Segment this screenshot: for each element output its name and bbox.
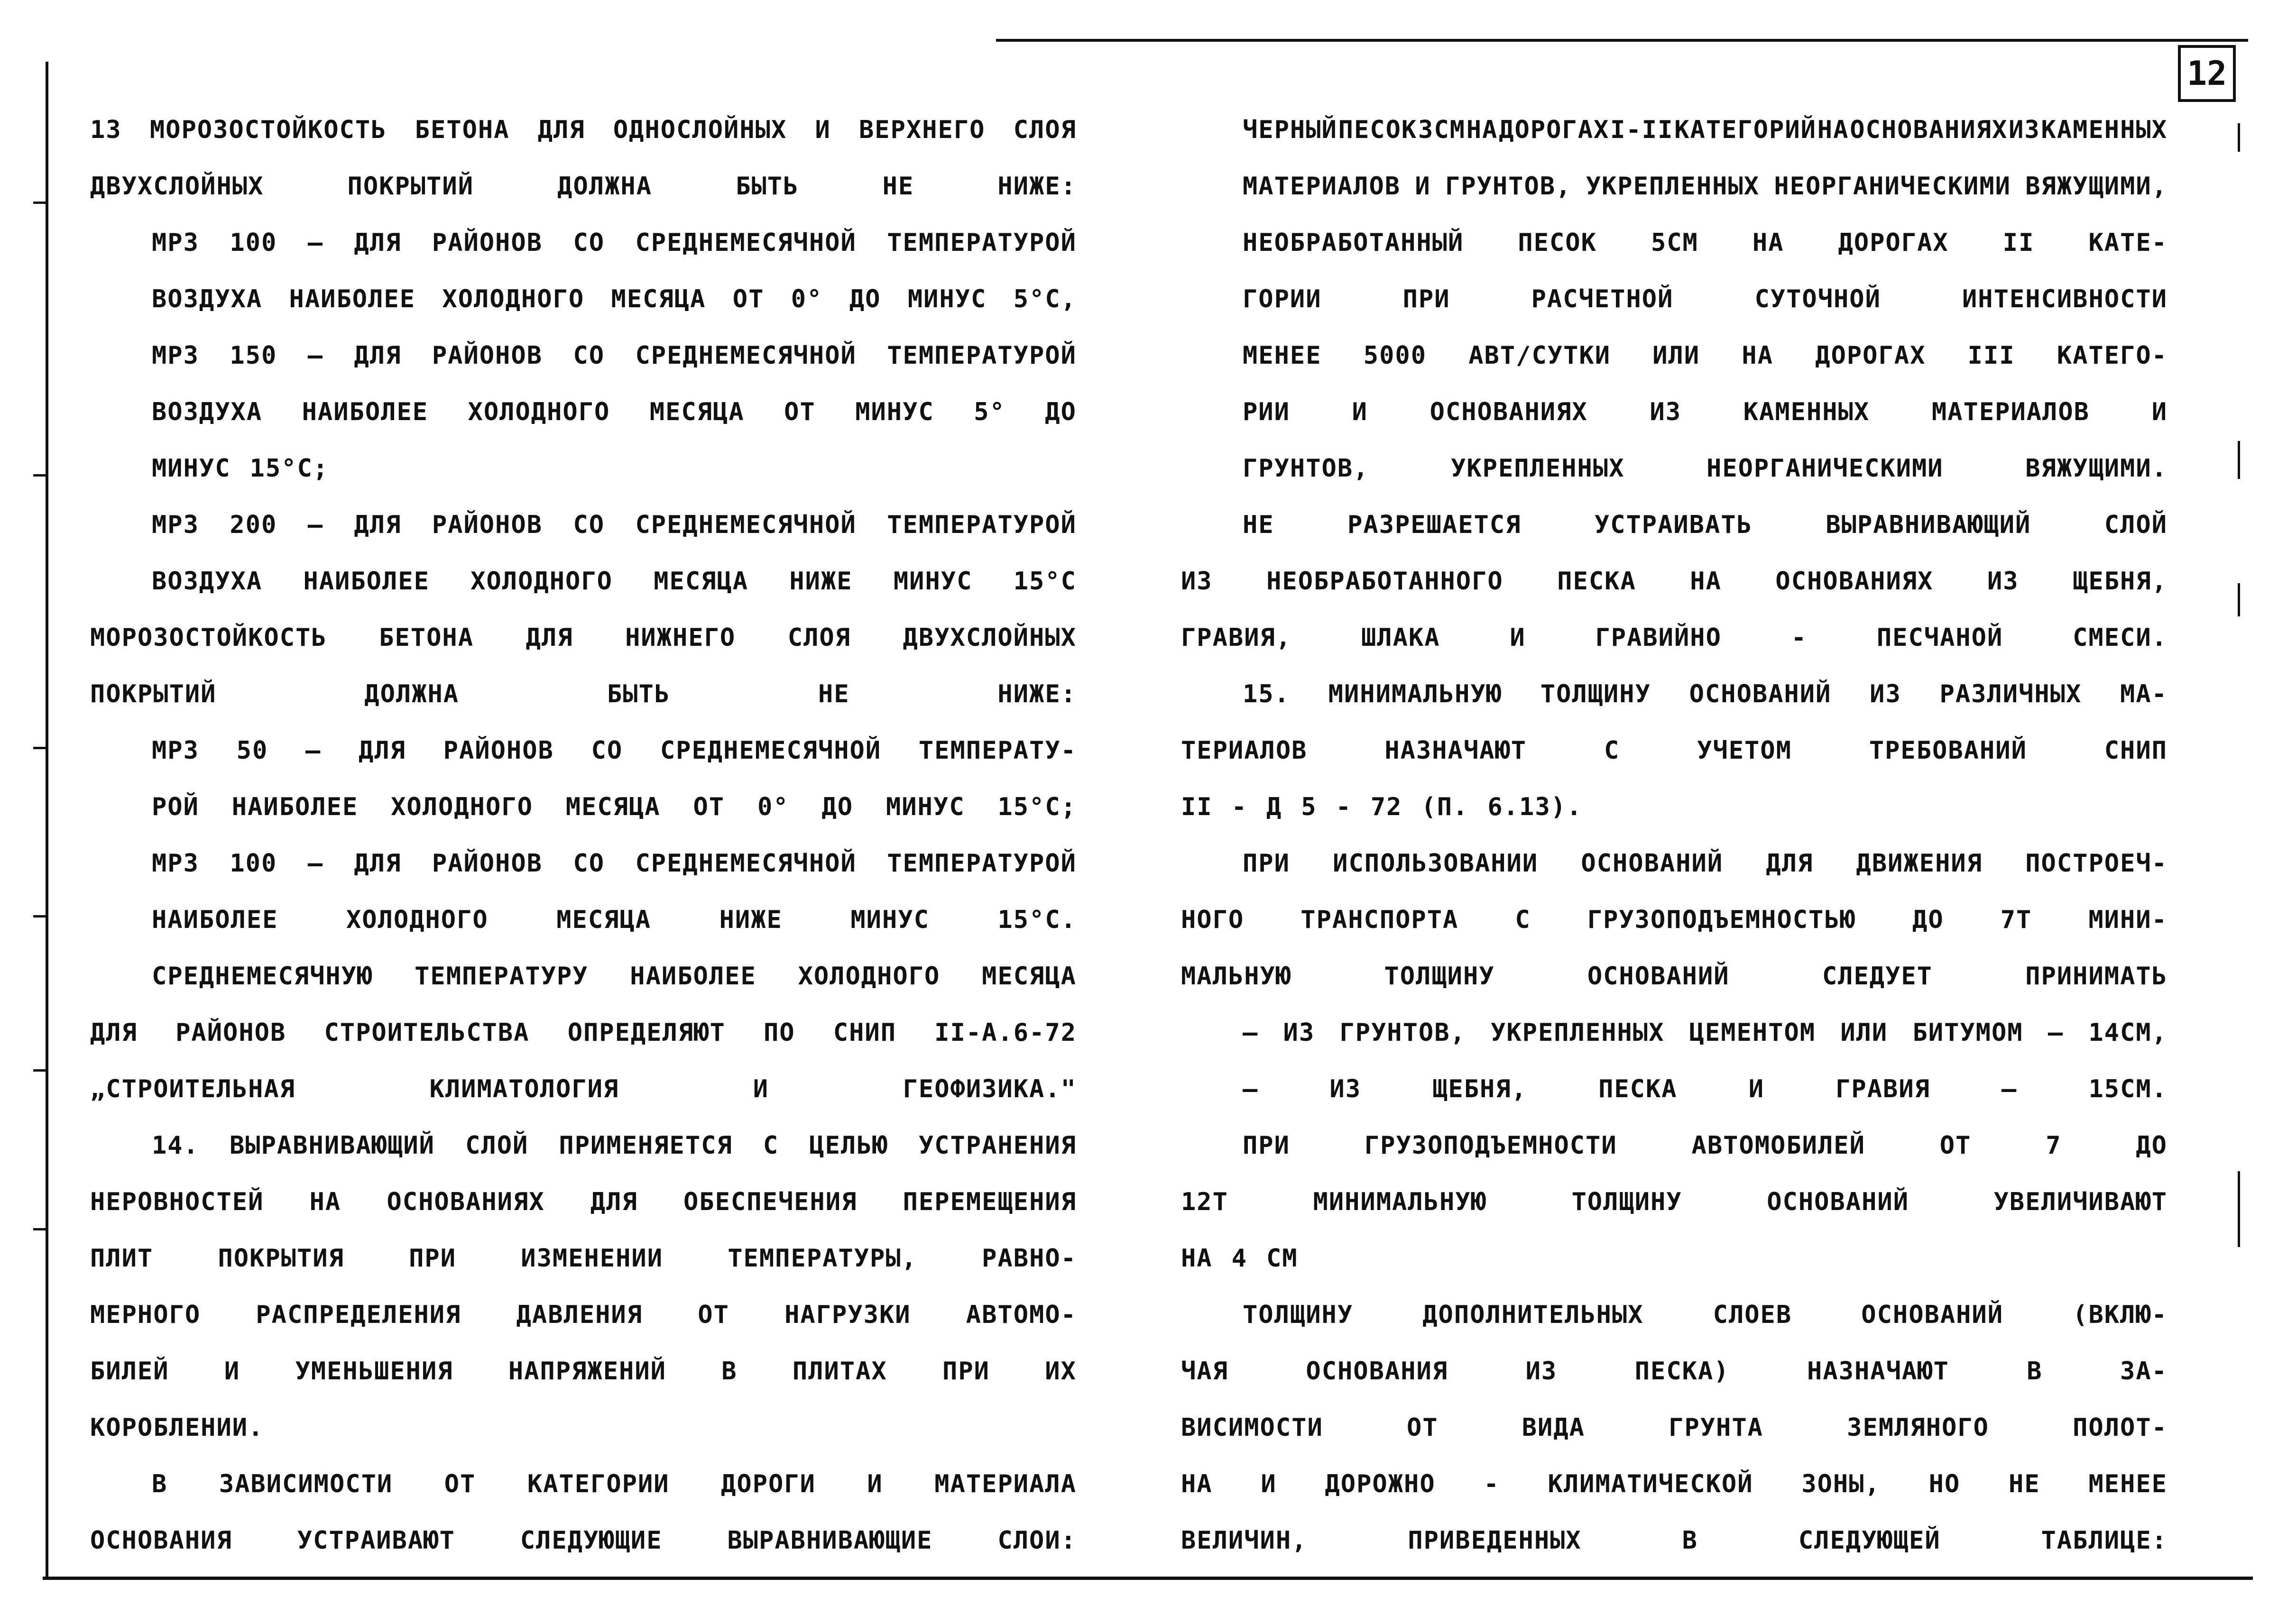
margin-tick (33, 747, 47, 749)
text-line: МАТЕРИАЛОВ И ГРУНТОВ, УКРЕПЛЕННЫХ НЕОРГАНИЧЕСКИМИ ВЯЖУЩИМИ, (1243, 172, 2168, 201)
text-line: РИИ И ОСНОВАНИЯХ ИЗ КАМЕННЫХ МАТЕРИАЛОВ И (1243, 398, 2168, 426)
margin-tick (33, 915, 47, 918)
text-line: СРЕДНЕМЕСЯЧНУЮ ТЕМПЕРАТУРУ НАИБОЛЕЕ ХОЛОДНОГО МЕСЯЦА (152, 962, 1077, 991)
text-line: МРЗ 200 — ДЛЯ РАЙОНОВ СО СРЕДНЕМЕСЯЧНОЙ ТЕМПЕРАТУРОЙ (152, 511, 1077, 539)
text-line: ВОЗДУХА НАИБОЛЕЕ ХОЛОДНОГО МЕСЯЦА ОТ 0° ДО МИНУС 5°С, (152, 285, 1077, 313)
text-line: ВЕЛИЧИН, ПРИВЕДЕННЫХ В СЛЕДУЮЩЕЙ ТАБЛИЦЕ: (1181, 1526, 2168, 1555)
text-line: ТОЛЩИНУ ДОПОЛНИТЕЛЬНЫХ СЛОЕВ ОСНОВАНИЙ (ВКЛЮ- (1243, 1301, 2168, 1329)
text-line: НЕ РАЗРЕШАЕТСЯ УСТРАИВАТЬ ВЫРАВНИВАЮЩИЙ СЛОЙ (1243, 511, 2168, 539)
text-line: ГРАВИЯ, ШЛАКА И ГРАВИЙНО - ПЕСЧАНОЙ СМЕСИ. (1181, 624, 2168, 652)
text-line: МРЗ 150 — ДЛЯ РАЙОНОВ СО СРЕДНЕМЕСЯЧНОЙ ТЕМПЕРАТУРОЙ (152, 341, 1077, 370)
text-line: РОЙ НАИБОЛЕЕ ХОЛОДНОГО МЕСЯЦА ОТ 0° ДО МИНУС 15°С; (152, 793, 1077, 821)
text-line: ПРИ ГРУЗОПОДЪЕМНОСТИ АВТОМОБИЛЕЙ ОТ 7 ДО (1243, 1131, 2168, 1160)
text-line: ВОЗДУХА НАИБОЛЕЕ ХОЛОДНОГО МЕСЯЦА ОТ МИНУС 5° ДО (152, 398, 1077, 426)
text-line: ДВУХСЛОЙНЫХ ПОКРЫТИЙ ДОЛЖНА БЫТЬ НЕ НИЖЕ: (90, 172, 1077, 201)
text-line: ПОКРЫТИЙ ДОЛЖНА БЫТЬ НЕ НИЖЕ: (90, 680, 1077, 708)
left-column (90, 102, 1077, 1569)
text-line: ТЕРИАЛОВ НАЗНАЧАЮТ С УЧЕТОМ ТРЕБОВАНИЙ СНИП (1181, 736, 2168, 765)
text-line: МРЗ 50 — ДЛЯ РАЙОНОВ СО СРЕДНЕМЕСЯЧНОЙ ТЕМПЕРАТУ- (152, 736, 1077, 765)
text-line: — ИЗ ЩЕБНЯ, ПЕСКА И ГРАВИЯ — 15СМ. (1243, 1075, 2168, 1103)
text-line: МРЗ 100 — ДЛЯ РАЙОНОВ СО СРЕДНЕМЕСЯЧНОЙ ТЕМПЕРАТУРОЙ (152, 229, 1077, 257)
text-line: ДЛЯ РАЙОНОВ СТРОИТЕЛЬСТВА ОПРЕДЕЛЯЮТ ПО СНИП II-А.6-72 (90, 1018, 1077, 1047)
margin-tick (33, 1228, 47, 1230)
text-line: ГОРИИ ПРИ РАСЧЕТНОЙ СУТОЧНОЙ ИНТЕНСИВНОСТИ (1243, 285, 2168, 313)
text-line: ГРУНТОВ, УКРЕПЛЕННЫХ НЕОРГАНИЧЕСКИМИ ВЯЖУЩИМИ. (1243, 454, 2168, 483)
text-line: ВИСИМОСТИ ОТ ВИДА ГРУНТА ЗЕМЛЯНОГО ПОЛОТ- (1181, 1413, 2168, 1442)
text-line: НЕРОВНОСТЕЙ НА ОСНОВАНИЯХ ДЛЯ ОБЕСПЕЧЕНИЯ ПЕРЕМЕЩЕНИЯ (90, 1188, 1077, 1216)
text-line: 12Т МИНИМАЛЬНУЮ ТОЛЩИНУ ОСНОВАНИЙ УВЕЛИЧИВАЮТ (1181, 1188, 2168, 1216)
text-line: НА И ДОРОЖНО - КЛИМАТИЧЕСКОЙ ЗОНЫ, НО НЕ МЕНЕЕ (1181, 1470, 2168, 1498)
text-line: НА 4 СМ (1181, 1244, 1298, 1273)
text-line: ЧЕРНЫЙ ПЕСОК 3СМ НА ДОРОГАХ I-II КАТЕГОРИЙ НА ОСНОВАНИЯХ ИЗ КАМЕННЫХ (1243, 116, 2168, 144)
text-line: II - Д 5 - 72 (П. 6.13). (1181, 793, 1583, 821)
text-line: ОСНОВАНИЯ УСТРАИВАЮТ СЛЕДУЮЩИЕ ВЫРАВНИВАЮЩИЕ СЛОИ: (90, 1526, 1077, 1555)
text-line: МРЗ 100 — ДЛЯ РАЙОНОВ СО СРЕДНЕМЕСЯЧНОЙ ТЕМПЕРАТУРОЙ (152, 849, 1077, 878)
margin-tick (2238, 123, 2240, 152)
text-line: ЧАЯ ОСНОВАНИЯ ИЗ ПЕСКА) НАЗНАЧАЮТ В ЗА- (1181, 1357, 2168, 1385)
margin-tick (33, 202, 47, 204)
margin-tick (2238, 583, 2240, 616)
text-line: ПРИ ИСПОЛЬЗОВАНИИ ОСНОВАНИЙ ДЛЯ ДВИЖЕНИЯ ПОСТРОЕЧ- (1243, 849, 2168, 878)
text-line: — ИЗ ГРУНТОВ, УКРЕПЛЕННЫХ ЦЕМЕНТОМ ИЛИ БИТУМОМ — 14СМ, (1243, 1018, 2168, 1047)
text-line: ИЗ НЕОБРАБОТАННОГО ПЕСКА НА ОСНОВАНИЯХ ИЗ ЩЕБНЯ, (1181, 567, 2168, 596)
binding-edge-rule (46, 62, 48, 1579)
text-line: МИНУС 15°С; (152, 454, 329, 483)
bottom-rule (43, 1577, 2253, 1580)
page-number: 12 (2178, 45, 2236, 102)
text-line: ПЛИТ ПОКРЫТИЯ ПРИ ИЗМЕНЕНИИ ТЕМПЕРАТУРЫ, РАВНО- (90, 1244, 1077, 1273)
text-line: В ЗАВИСИМОСТИ ОТ КАТЕГОРИИ ДОРОГИ И МАТЕРИАЛА (152, 1470, 1077, 1498)
margin-tick (33, 1069, 47, 1072)
text-line: НОГО ТРАНСПОРТА С ГРУЗОПОДЪЕМНОСТЬЮ ДО 7Т МИНИ- (1181, 906, 2168, 934)
text-line: МЕНЕЕ 5000 АВТ/СУТКИ ИЛИ НА ДОРОГАХ III КАТЕГО- (1243, 341, 2168, 370)
margin-tick (2238, 1171, 2240, 1247)
text-line: НАИБОЛЕЕ ХОЛОДНОГО МЕСЯЦА НИЖЕ МИНУС 15°С. (152, 906, 1077, 934)
text-line: МЕРНОГО РАСПРЕДЕЛЕНИЯ ДАВЛЕНИЯ ОТ НАГРУЗКИ АВТОМО- (90, 1301, 1077, 1329)
text-line: ВОЗДУХА НАИБОЛЕЕ ХОЛОДНОГО МЕСЯЦА НИЖЕ МИНУС 15°С (152, 567, 1077, 596)
margin-tick (33, 474, 47, 477)
text-line: КОРОБЛЕНИИ. (90, 1413, 264, 1442)
text-line: 13 МОРОЗОСТОЙКОСТЬ БЕТОНА ДЛЯ ОДНОСЛОЙНЫХ И ВЕРХНЕГО СЛОЯ (90, 116, 1077, 144)
text-line: 14. ВЫРАВНИВАЮЩИЙ СЛОЙ ПРИМЕНЯЕТСЯ С ЦЕЛЬЮ УСТРАНЕНИЯ (152, 1131, 1077, 1160)
right-column (1181, 102, 2168, 1569)
text-line: НЕОБРАБОТАННЫЙ ПЕСОК 5СМ НА ДОРОГАХ II КАТЕ- (1243, 229, 2168, 257)
margin-tick (2238, 441, 2240, 479)
text-line: МАЛЬНУЮ ТОЛЩИНУ ОСНОВАНИЙ СЛЕДУЕТ ПРИНИМАТЬ (1181, 962, 2168, 991)
text-line: БИЛЕЙ И УМЕНЬШЕНИЯ НАПРЯЖЕНИЙ В ПЛИТАХ ПРИ ИХ (90, 1357, 1077, 1385)
top-rule (996, 39, 2248, 42)
text-line: „СТРОИТЕЛЬНАЯ КЛИМАТОЛОГИЯ И ГЕОФИЗИКА." (90, 1075, 1077, 1103)
text-line: МОРОЗОСТОЙКОСТЬ БЕТОНА ДЛЯ НИЖНЕГО СЛОЯ ДВУХСЛОЙНЫХ (90, 624, 1077, 652)
text-line: 15. МИНИМАЛЬНУЮ ТОЛЩИНУ ОСНОВАНИЙ ИЗ РАЗЛИЧНЫХ МА- (1243, 680, 2168, 708)
